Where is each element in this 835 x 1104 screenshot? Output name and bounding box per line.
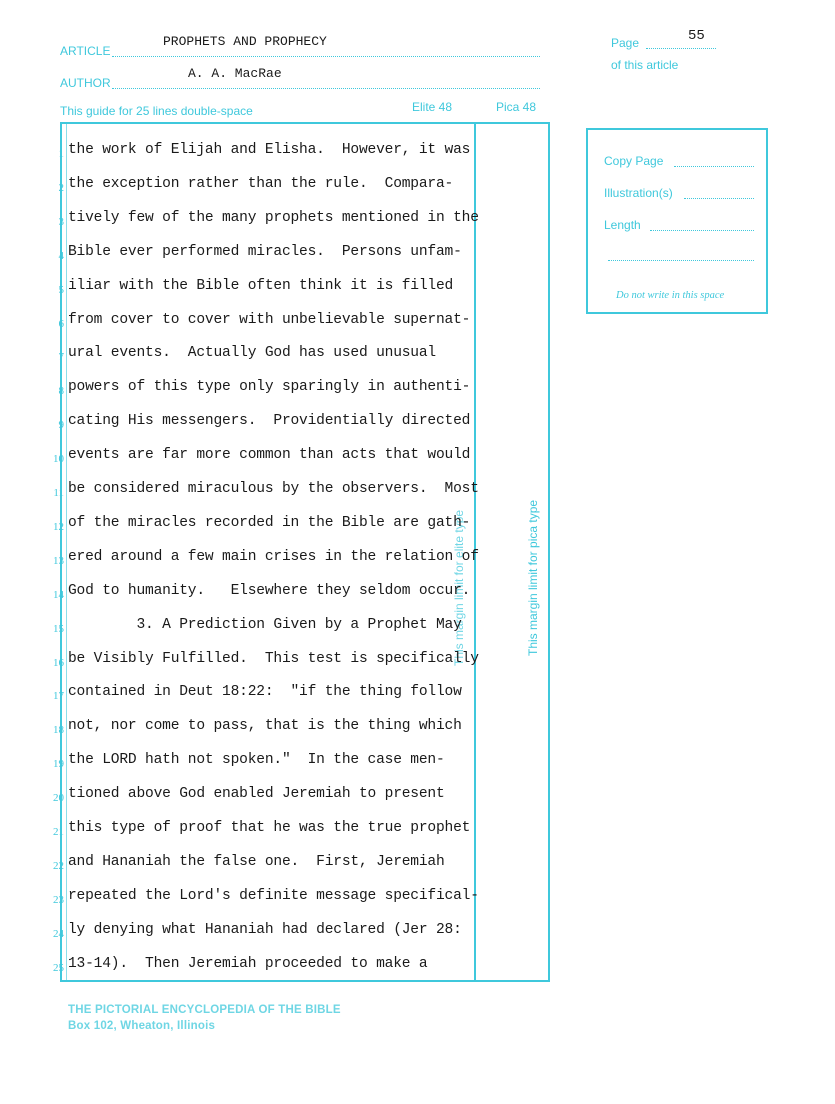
text-line: ered around a few main crises in the relation of [68, 548, 479, 565]
page-rule [646, 48, 716, 49]
text-line: powers of this type only sparingly in authenti- [68, 379, 471, 396]
line-number: 9 [58, 419, 64, 432]
line-number: 13 [53, 554, 64, 567]
text-line: the exception rather than the rule. Compara- [68, 175, 454, 192]
line-number: 21 [53, 826, 64, 838]
line-number: 23 [53, 893, 64, 906]
text-line: of the miracles recorded in the Bible are gath- [68, 514, 471, 531]
elite-label: Elite 48 [412, 100, 453, 114]
article-rule [112, 56, 540, 57]
do-not-write-note: Do not write in this space [616, 290, 725, 301]
text-line: God to humanity. Elsewhere they seldom occur. [68, 582, 471, 599]
line-number: 12 [53, 520, 64, 533]
article-title: PROPHETS AND PROPHECY [163, 34, 327, 49]
frame-bottom [60, 980, 550, 982]
footer-address: Box 102, Wheaton, Illinois [68, 1020, 216, 1032]
line-number: 16 [53, 656, 64, 669]
text-line: contained in Deut 18:22: "if the thing follow [68, 684, 462, 701]
page-number: 55 [688, 28, 705, 44]
text-line: from cover to cover with unbelievable supernat- [68, 311, 471, 328]
length-rule [650, 230, 754, 231]
line-number: 17 [53, 690, 64, 703]
blank-rule [608, 260, 754, 261]
text-line: ural events. Actually God has used unusual [68, 345, 436, 362]
line-number: 7 [58, 351, 64, 364]
illustrations-rule [684, 198, 754, 199]
text-line: the LORD hath not spoken." In the case men- [68, 752, 445, 769]
line-number: 15 [53, 622, 64, 635]
line-number: 6 [58, 317, 64, 330]
text-line: 13-14). Then Jeremiah proceeded to make a [68, 955, 428, 972]
text-line: cating His messengers. Providentially directed [68, 413, 471, 430]
line-number: 4 [58, 249, 64, 262]
copy-page-label: Copy Page [604, 154, 664, 168]
text-line: the work of Elijah and Elisha. However, it was [68, 142, 471, 158]
length-label: Length [604, 218, 641, 232]
text-line: Bible ever performed miracles. Persons unfam- [68, 243, 462, 260]
line-number: 22 [53, 859, 64, 872]
line-number: 20 [53, 792, 64, 805]
text-line: tioned above God enabled Jeremiah to present [68, 786, 445, 803]
author-name: A. A. MacRae [188, 66, 282, 81]
line-number: 19 [53, 758, 64, 771]
text-line: not, nor come to pass, that is the thing which [68, 718, 462, 735]
frame-right-pica [548, 122, 550, 982]
line-number: 3 [58, 215, 64, 228]
line-number: 14 [53, 588, 64, 601]
guide-note: This guide for 25 lines double-space [60, 104, 253, 118]
line-number: 10 [53, 453, 64, 466]
editor-box [586, 128, 768, 314]
line-number: 1 [58, 148, 64, 160]
line-number: 18 [53, 724, 64, 737]
pica-margin-label: This margin limit for pica type [526, 499, 540, 656]
footer-publisher: THE PICTORIAL ENCYCLOPEDIA OF THE BIBLE [68, 1004, 341, 1016]
text-line: and Hananiah the false one. First, Jeremiah [68, 853, 445, 870]
line-number: 11 [53, 487, 64, 499]
line-number: 5 [58, 283, 64, 296]
page-label: Page [611, 36, 640, 50]
article-label: ARTICLE [60, 44, 111, 58]
copy-page-rule [674, 166, 754, 167]
text-line: ly denying what Hananiah had declared (Jer 28: [68, 921, 462, 938]
elite-margin-label: This margin limit for elite type [452, 509, 466, 666]
pica-label: Pica 48 [496, 100, 537, 114]
text-line: iliar with the Bible often think it is filled [68, 277, 454, 294]
author-rule [112, 88, 540, 89]
line-number: 25 [53, 961, 64, 974]
line-number: 8 [58, 385, 64, 398]
line-number: 2 [58, 181, 64, 194]
text-line: be considered miraculous by the observers. Most [68, 481, 479, 497]
text-line: be Visibly Fulfilled. This test is specifically [68, 650, 479, 667]
text-line: 3. A Prediction Given by a Prophet May [68, 616, 462, 633]
text-line: repeated the Lord's definite message specifical- [68, 887, 479, 904]
author-label: AUTHOR [60, 76, 111, 90]
left-margin-rule [66, 124, 67, 980]
text-line: this type of proof that he was the true prophet [68, 820, 471, 836]
line-number: 24 [53, 927, 64, 940]
of-article-label: of this article [611, 58, 679, 72]
text-line: tively few of the many prophets mentioned in the [68, 209, 479, 226]
frame-top [60, 122, 550, 124]
illustrations-label: Illustration(s) [604, 186, 673, 200]
text-line: events are far more common than acts that would [68, 447, 471, 464]
